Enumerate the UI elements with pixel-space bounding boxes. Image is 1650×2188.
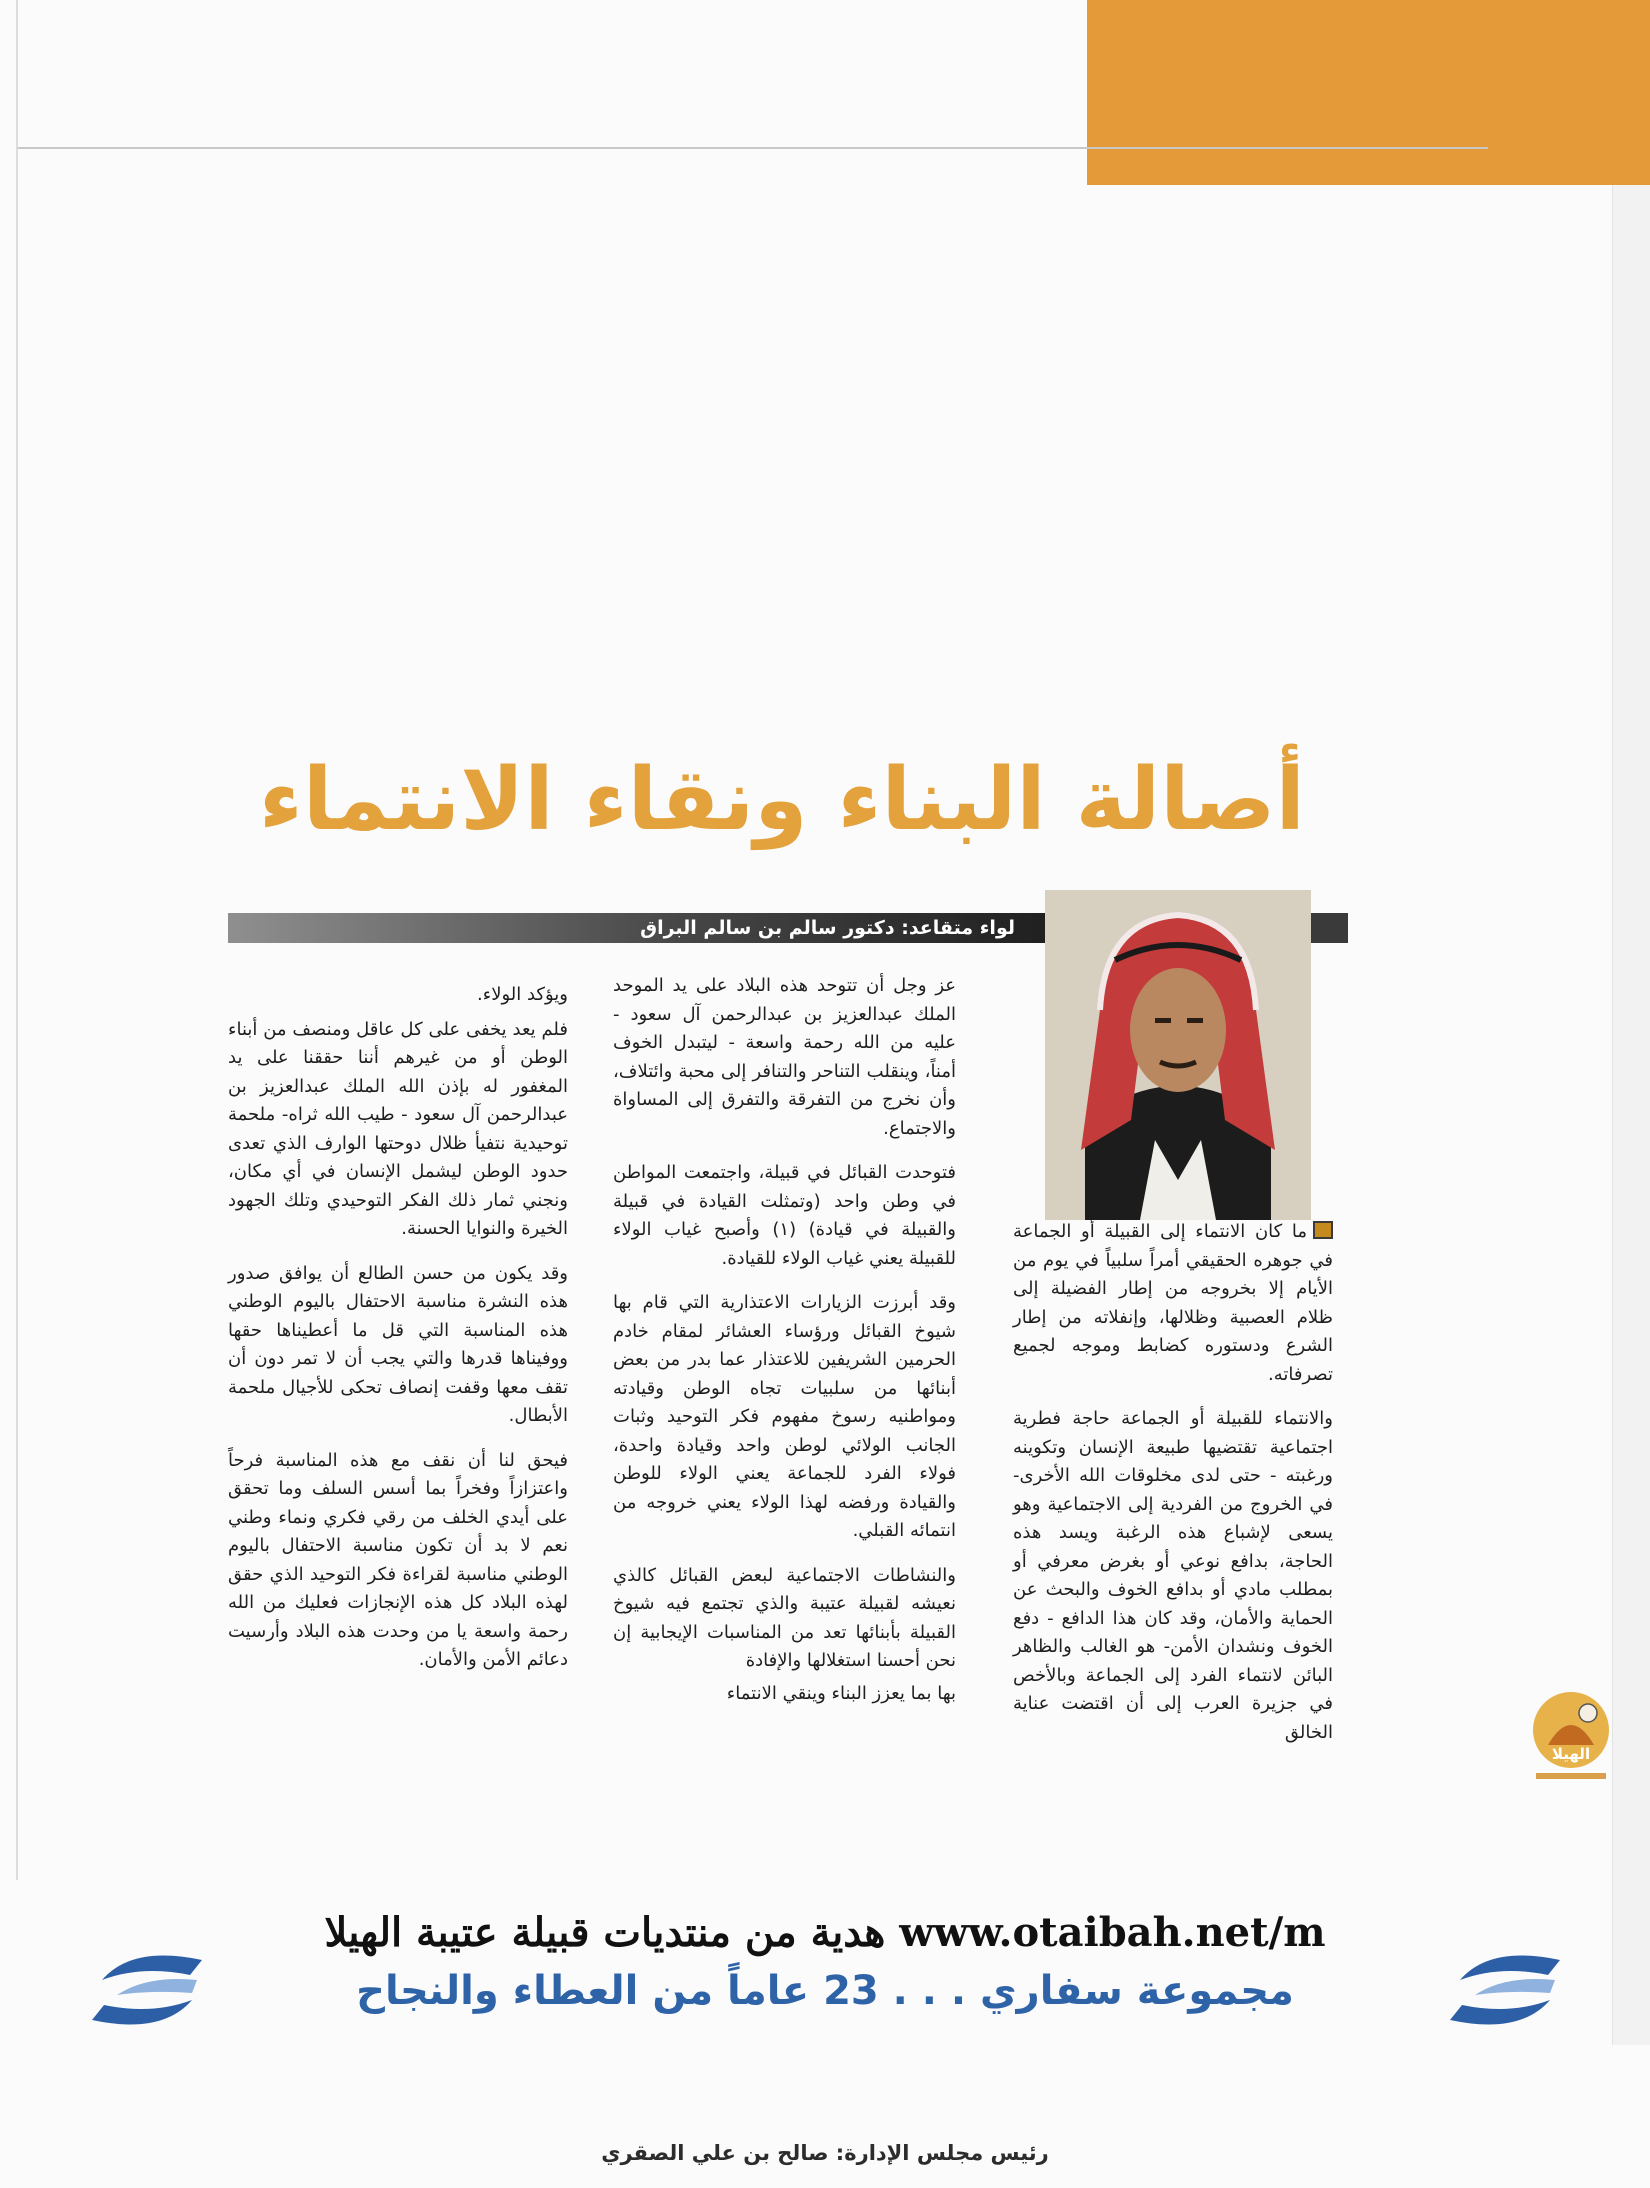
paragraph xyxy=(1013,1218,1333,1389)
chairman-line: رئيس مجلس الإدارة: صالح بن علي الصقري xyxy=(601,2141,1049,2165)
paragraph: والنشاطات الاجتماعية لبعض القبائل كالذي نعيشه لقبيلة عتيبة والذي تجتمع فيه شيوخ القبيلة بأبنائها تعد من المناسبات الإيجابية إن نحن أحسنا استغلالها والإفادة xyxy=(613,1564,956,1671)
article-column-middle xyxy=(613,972,956,1724)
paragraph: فيحق لنا أن نقف مع هذه المناسبة فرحاً واعتزازاً وفخراً بما أسس السلف وما تحقق على أيدي الخلف من رقي فكري ونماء وطني نعم لا بد أن تكون مناسبة الاحتفال باليوم الوطني مناسبة لقراءة فكر التوحيد الذي حقق لهذه البلاد كل هذه الإنجازات فعليك من الله رحمة واسعة يا من وحدت هذه البلاد وأرسيت دعائم الأمن والأمان. xyxy=(228,1449,568,1670)
article-title: أصالة البناء ونقاء الانتماء xyxy=(258,750,1305,850)
left-margin-rule xyxy=(16,0,18,1880)
paragraph: ويؤكد الولاء. xyxy=(477,984,568,1005)
forum-watermark: www.otaibah.net/m هدية من منتديات قبيلة عتيبة الهيلا xyxy=(324,1909,1326,1956)
author-byline: لواء متقاعد: دكتور سالم بن سالم البراق xyxy=(640,917,1015,939)
paragraph: وقد يكون من حسن الطالع أن يوافق صدور هذه النشرة مناسبة الاحتفال باليوم الوطني هذه المناسبة التي قل ما أعطيناها حقها ووفيناها قدرها والتي يجب أن لا تمر دون أن تقف معها وقفت إنصاف تحكى للأجيال ملحمة الأبطال. xyxy=(228,1262,568,1426)
header-divider xyxy=(18,147,1488,149)
paragraph: وقد أبرزت الزيارات الاعتذارية التي قام بها شيوخ القبائل ورؤساء العشائر لمقام خادم الحرمين الشريفين للاعتذار عما بدر من بعض أبنائها من سلبيات تجاه الوطن وقيادته ومواطنيه رسوخ مفهوم فكر التوحيد وثبات الجانب الولائي لوطن واحد وقيادة واحدة، فولاء الفرد للجماعة يعني الولاء للوطن والقيادة ورفضه لهذا الولاء يعني خروجه من انتمائه القبلي. xyxy=(613,1292,956,1541)
paragraph: فتوحدت القبائل في قبيلة، واجتمعت المواطن في وطن واحد (وتمثلت القيادة في قبيلة والقبيلة في قيادة) (١) وأصبح غياب الولاء للقبيلة يعني غياب الولاء للقيادة. xyxy=(613,1162,956,1269)
publication-logo-text: الهيلا xyxy=(1551,1745,1591,1763)
paragraph-text: ما كان الانتماء إلى القبيلة أو الجماعة في جوهره الحقيقي أمراً سلبياً في يوم من الأيام إلا بخروجه من إطار الفضيلة إلى ظلام العصبية وظلالها، وإنفلاته من إطار الشرع ودستوره كضابط وموجه لجميع تصرفاته. xyxy=(1013,1221,1333,1385)
article-start-marker-icon xyxy=(1313,1221,1333,1239)
header-accent-block xyxy=(1087,0,1650,185)
paragraph: بها بما يعزز البناء وينقي الانتماء xyxy=(726,1682,956,1704)
paragraph: عز وجل أن تتوحد هذه البلاد على يد الموحد الملك عبدالعزيز بن عبدالرحمن آل سعود - عليه من الله رحمة واسعة - ليتبدل الخوف أمناً، وينقلب التناحر والتنافر إلى محبة وائتلاف، وأن نخرج من التفرقة والتفرق إلى المساواة والاجتماع. xyxy=(613,975,956,1139)
paragraph: والانتماء للقبيلة أو الجماعة حاجة فطرية اجتماعية تقتضيها طبيعة الإنسان وتكوينه ورغبته - حتى لدى مخلوقات الله الأخرى- في الخروج من الفردية إلى الاجتماعية وهو يسعى لإشباع هذه الرغبة ويسد هذه الحاجة، بدافع نوعي أو بغرض معرفي أو بمطلب مادي أو بدافع الخوف والبحث عن الحماية والأمان، وقد كان هذا الدافع - دفع الخوف ونشدان الأمن- هو الغالب والظاهر البائن لانتماء الفرد إلى الجماعة وبالأخص في جزيرة العرب إلى أن اقتضت عناية الخالق xyxy=(1013,1408,1333,1743)
page-edge-strip xyxy=(1612,185,1650,2045)
paragraph: فلم يعد يخفى على كل عاقل ومنصف من أبناء الوطن أو من غيرهم أننا حققنا على يد المغفور له بإذن الله الملك عبدالعزيز بن عبدالرحمن آل سعود - طيب الله ثراه- ملحمة توحيدية نتفيأ ظلال دوحتها الوارف الذي تعدى حدود الوطن ليشمل الإنسان في أي مكان، ونجني ثمار ذلك الفكر التوحيدي وتلك الجهود الخيرة والنوايا الحسنة. xyxy=(228,1018,568,1239)
author-photo xyxy=(1045,890,1311,1220)
byline-accent xyxy=(1310,913,1348,943)
company-slogan: مجموعة سفاري . . . 23 عاماً من العطاء والنجاح xyxy=(356,1968,1294,2014)
article-column-left xyxy=(228,981,568,1691)
publication-logo xyxy=(1528,1685,1614,1795)
article-column-right xyxy=(1013,1218,1333,1763)
